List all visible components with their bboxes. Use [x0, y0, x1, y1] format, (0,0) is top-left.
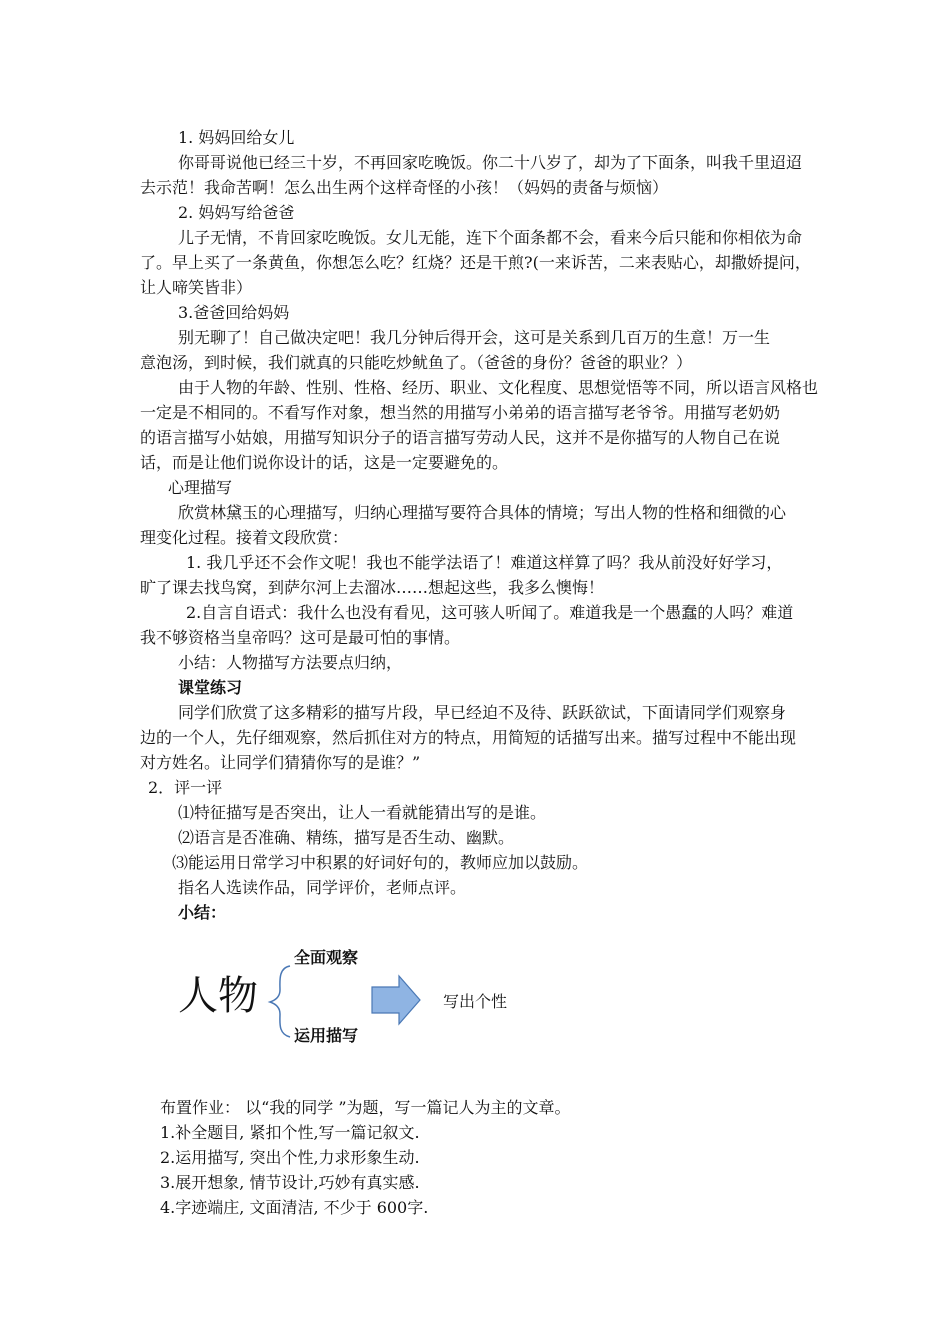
text-line: 理变化过程。接着文段欣赏：	[140, 528, 349, 547]
text-line: 1. 妈妈回给女儿	[178, 128, 295, 147]
text-line: 别无聊了！自己做决定吧！我几分钟后得开会，这可是关系到几百万的生意！万一生	[178, 328, 771, 347]
text-line: 我不够资格当皇帝吗？这可是最可怕的事情。	[140, 628, 461, 647]
text-line: ⑶能运用日常学习中积累的好词好句的，教师应加以鼓励。	[172, 853, 589, 872]
homework-item: 1.补全题目, 紧扣个性,写一篇记叙文.	[160, 1123, 420, 1142]
text-line: 1. 我几乎还不会作文呢！我也不能学法语了！难道这样算了吗？我从前没好好学习，	[186, 553, 783, 572]
homework-item: 3.展开想象, 情节设计,巧妙有真实感.	[160, 1173, 420, 1192]
text-line: 话，而是让他们说你设计的话，这是一定要避免的。	[140, 453, 509, 472]
text-line: 由于人物的年龄、性别、性格、经历、职业、文化程度、思想觉悟等不同，所以语言风格也	[178, 378, 819, 397]
text-line: 小结：人物描写方法要点归纳，	[178, 653, 403, 672]
text-line: 意泡汤，到时候，我们就真的只能吃炒鱿鱼了。（爸爸的身份？爸爸的职业？）	[140, 353, 693, 372]
text-line: 指名人选读作品，同学评价，老师点评。	[178, 878, 467, 897]
text-line: 3.爸爸回给妈妈	[178, 303, 290, 322]
diagram-arrow-icon	[372, 976, 420, 1024]
text-line: 一定是不相同的。不看写作对象，想当然的用描写小弟弟的语言描写老爷爷。用描写老奶奶	[140, 403, 781, 422]
diagram-result-label: 写出个性	[443, 992, 508, 1011]
homework-item: 4.字迹端庄, 文面清洁, 不少于 600字.	[160, 1198, 429, 1217]
text-line: 对方姓名。让同学们猜猜你写的是谁？”	[140, 753, 421, 772]
text-line: 了。早上买了一条黄鱼，你想怎么吃？红烧？还是干煎?(一来诉苦，二来表贴心，却撒娇提问，	[140, 253, 811, 272]
text-line: 2. 妈妈写给爸爸	[178, 203, 295, 222]
summary-heading: 小结：	[178, 903, 227, 922]
homework-intro: 布置作业： 以“我的同学 ”为题，写一篇记人为主的文章。	[160, 1098, 571, 1117]
diagram-bottom-label: 运用描写	[294, 1026, 359, 1045]
text-line: ⑵语言是否准确、精练，描写是否生动、幽默。	[178, 828, 515, 847]
text-line: 让人啼笑皆非）	[140, 278, 253, 297]
text-line: 的语言描写小姑娘，用描写知识分子的语言描写劳动人民，这并不是你描写的人物自己在说	[140, 428, 781, 447]
homework-item: 2.运用描写, 突出个性,力求形象生动.	[160, 1148, 420, 1167]
text-line: 儿子无情，不肯回家吃晚饭。女儿无能，连下个面条都不会，看来今后只能和你相依为命	[178, 228, 803, 247]
text-line: 你哥哥说他已经三十岁，不再回家吃晚饭。你二十八岁了，却为了下面条，叫我千里迢迢	[178, 153, 803, 172]
text-line: 旷了课去找鸟窝，到萨尔河上去溜冰……想起这些，我多么懊悔！	[140, 578, 605, 597]
diagram-brace	[270, 966, 290, 1037]
text-line: 2.自言自语式：我什么也没有看见，这可骇人听闻了。难道我是一个愚蠢的人吗？难道	[186, 603, 794, 622]
text-line: 去示范！我命苦啊！怎么出生两个这样奇怪的小孩！（妈妈的责备与烦恼）	[140, 178, 669, 197]
diagram-main-label: 人物	[178, 973, 258, 1019]
section-heading: 课堂练习	[178, 678, 243, 697]
text-line: 同学们欣赏了这多精彩的描写片段，早已经迫不及待、跃跃欲试，下面请同学们观察身	[178, 703, 787, 722]
text-line: 欣赏林黛玉的心理描写，归纳心理描写要符合具体的情境；写出人物的性格和细微的心	[178, 503, 787, 522]
section-heading: 心理描写	[168, 478, 233, 497]
text-line: ⑴特征描写是否突出，让人一看就能猜出写的是谁。	[178, 803, 547, 822]
text-line: 2．评一评	[148, 778, 223, 797]
text-line: 边的一个人，先仔细观察，然后抓住对方的特点，用简短的话描写出来。描写过程中不能出现	[140, 728, 797, 747]
diagram-top-label: 全面观察	[294, 948, 359, 967]
